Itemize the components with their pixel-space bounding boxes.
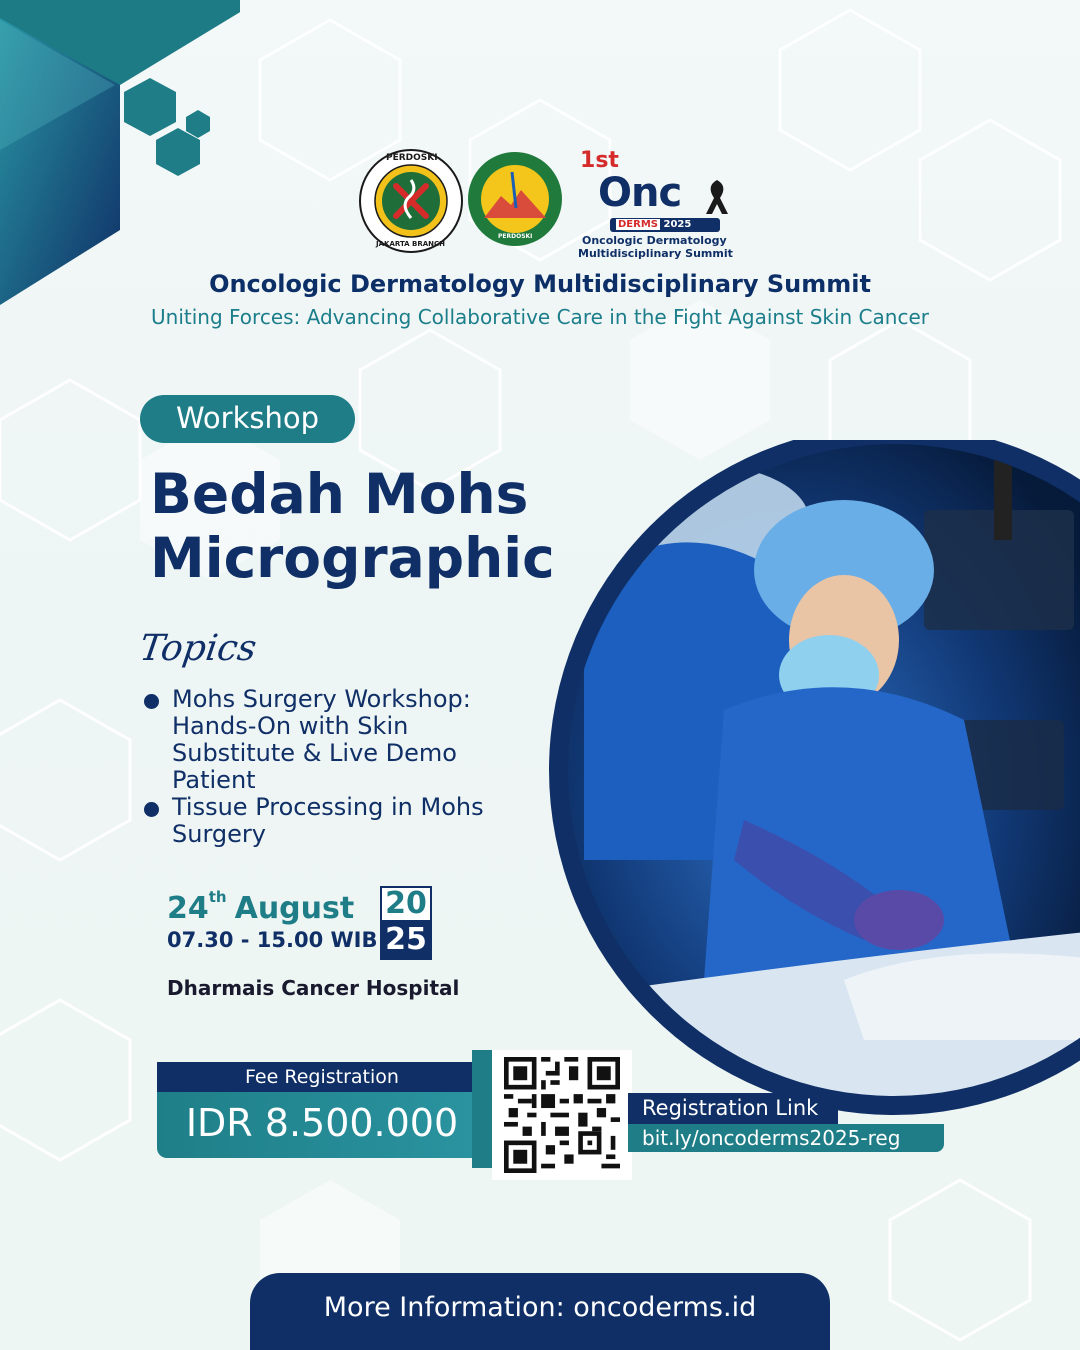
event-year-bottom: 25 [380, 922, 432, 960]
corner-hexagon-graphic [0, 0, 240, 310]
registration-info [628, 1093, 948, 1159]
oncoderms-word: Onc [598, 170, 682, 216]
perdoski-logo [358, 148, 464, 254]
qr-code-pattern [504, 1056, 620, 1174]
event-day-suffix: th [208, 888, 227, 906]
workshop-title-line-1: Bedah Mohs [150, 462, 529, 526]
topics-heading: Topics [137, 628, 259, 669]
kelompok-logo-bottom-text: PERDOSKI [498, 233, 533, 240]
oncoderms-logo [576, 140, 738, 262]
workshop-badge: Workshop [140, 395, 355, 443]
registration-label: Registration Link [628, 1093, 838, 1124]
event-year [380, 886, 432, 960]
perdoski-logo-top-text: PERDOSKI [386, 153, 438, 163]
fee-label: Fee Registration [157, 1062, 487, 1092]
event-date [167, 888, 354, 926]
qr-accent-strip [472, 1050, 492, 1168]
bullet-icon [144, 802, 159, 817]
bullet-icon [144, 694, 159, 709]
topic-text: Tissue Processing in Mohs Surgery [172, 793, 484, 848]
more-info-footer[interactable]: More Information: oncoderms.id [250, 1273, 830, 1350]
fee-registration [157, 1062, 487, 1158]
partner-logos [358, 140, 738, 262]
awareness-ribbon-icon [704, 178, 730, 216]
qr-code-frame [472, 1050, 632, 1180]
oncoderms-sub: DERMS 2025 [610, 218, 720, 232]
topic-item [144, 794, 534, 848]
workshop-title [150, 462, 590, 590]
workshop-title-line-2: Micrographic [150, 526, 555, 590]
fee-amount: IDR 8.500.000 [157, 1092, 487, 1158]
oncoderms-caption-1: Oncologic Dermatology [582, 234, 727, 247]
event-time: 07.30 - 15.00 WIB [167, 928, 378, 952]
topic-text: Mohs Surgery Workshop: Hands-On with Skin Substitute & Live Demo Patient [172, 685, 471, 794]
summit-title: Oncologic Dermatology Multidisciplinary Summit [209, 270, 871, 298]
event-year-top: 20 [380, 886, 432, 922]
topics-list [144, 686, 534, 848]
qr-code-icon[interactable] [492, 1050, 632, 1180]
event-month: August [234, 891, 355, 926]
topic-item [144, 686, 534, 794]
oncoderms-ordinal: 1st [580, 148, 619, 173]
registration-link[interactable]: bit.ly/oncoderms2025-reg [628, 1124, 944, 1152]
summit-subtitle: Uniting Forces: Advancing Collaborative Care in the Fight Against Skin Cancer [151, 305, 929, 329]
perdoski-logo-bottom-text: JAKARTA BRANCH [376, 240, 446, 248]
oncoderms-caption-2: Multidisciplinary Summit [578, 247, 733, 260]
surgery-photo [544, 440, 1080, 1140]
event-day: 24 [167, 891, 209, 926]
event-venue: Dharmais Cancer Hospital [167, 976, 460, 1000]
